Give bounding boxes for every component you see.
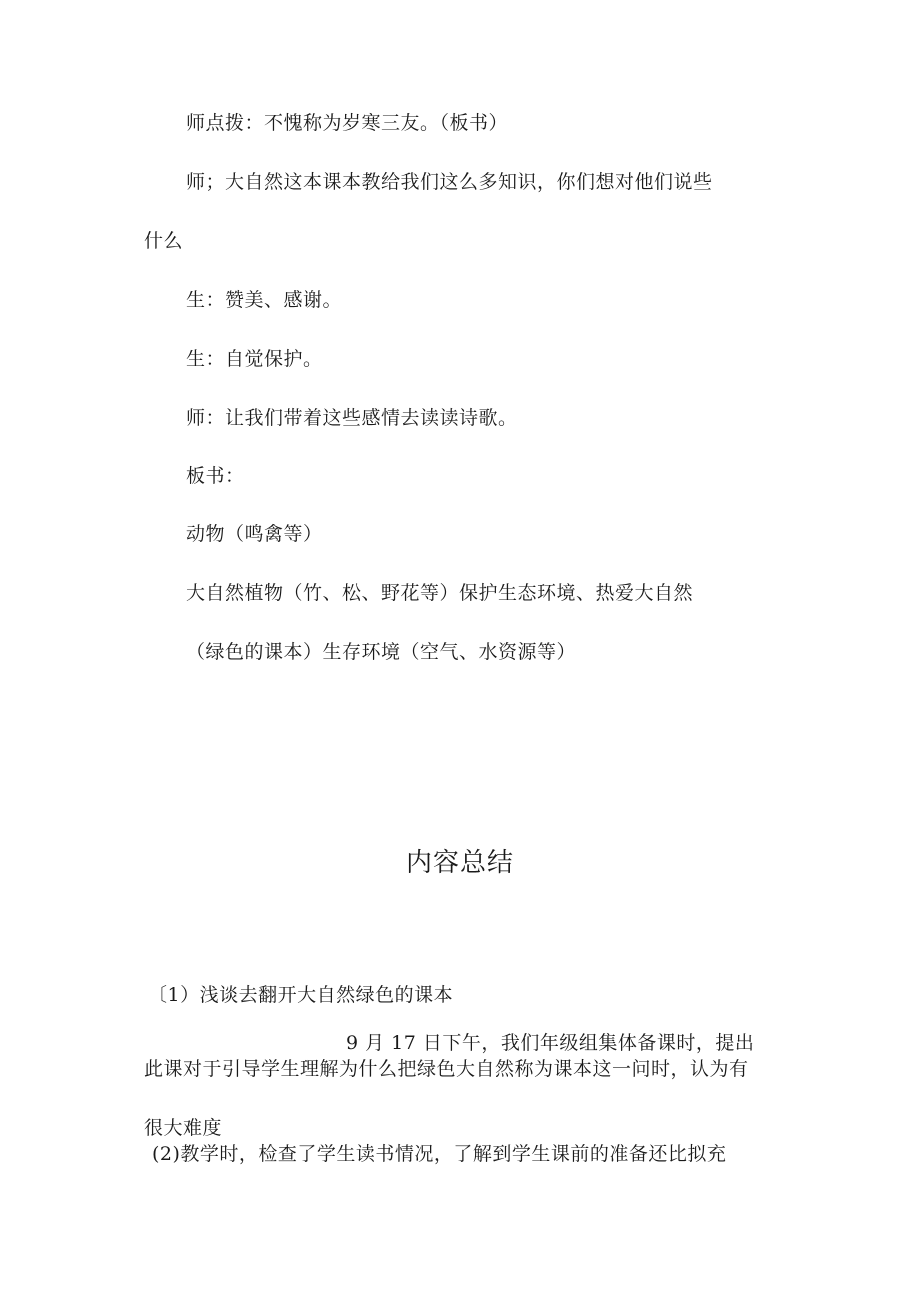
summary-text-line-3: 很大难度 xyxy=(144,1117,223,1139)
text-line-blackboard-environment: （绿色的课本）生存环境（空气、水资源等） xyxy=(186,641,577,663)
text-line-question-continued: 什么 xyxy=(144,230,184,252)
summary-item-2: (2)教学时，检查了学生读书情况，了解到学生课前的准备还比拟充 xyxy=(152,1143,727,1165)
text-line-teacher-guidance: 师点拨：不愧称为岁寒三友。（板书） xyxy=(186,112,509,134)
summary-item-1: 〔1）浅谈去翻开大自然绿色的课本 xyxy=(148,984,454,1006)
text-line-blackboard-animals: 动物（鸣禽等） xyxy=(186,523,323,545)
summary-text-date-line: 9 月 17 日下午，我们年级组集体备课时，提出 xyxy=(346,1032,755,1054)
summary-heading: 内容总结 xyxy=(405,848,514,878)
summary-text-line-2: 此课对于引导学生理解为什么把绿色大自然称为课本这一问时，认为有 xyxy=(144,1058,749,1080)
text-line-student-answer-1: 生：赞美、感谢。 xyxy=(186,289,343,311)
text-line-blackboard-label: 板书： xyxy=(186,465,245,487)
text-line-teacher-reading: 师：让我们带着这些感情去读读诗歌。 xyxy=(186,407,518,429)
text-line-blackboard-plants: 大自然植物（竹、松、野花等）保护生态环境、热爱大自然 xyxy=(186,582,694,604)
text-line-teacher-question: 师；大自然这本课本教给我们这么多知识，你们想对他们说些 xyxy=(186,171,713,193)
text-line-student-answer-2: 生：自觉保护。 xyxy=(186,348,323,370)
